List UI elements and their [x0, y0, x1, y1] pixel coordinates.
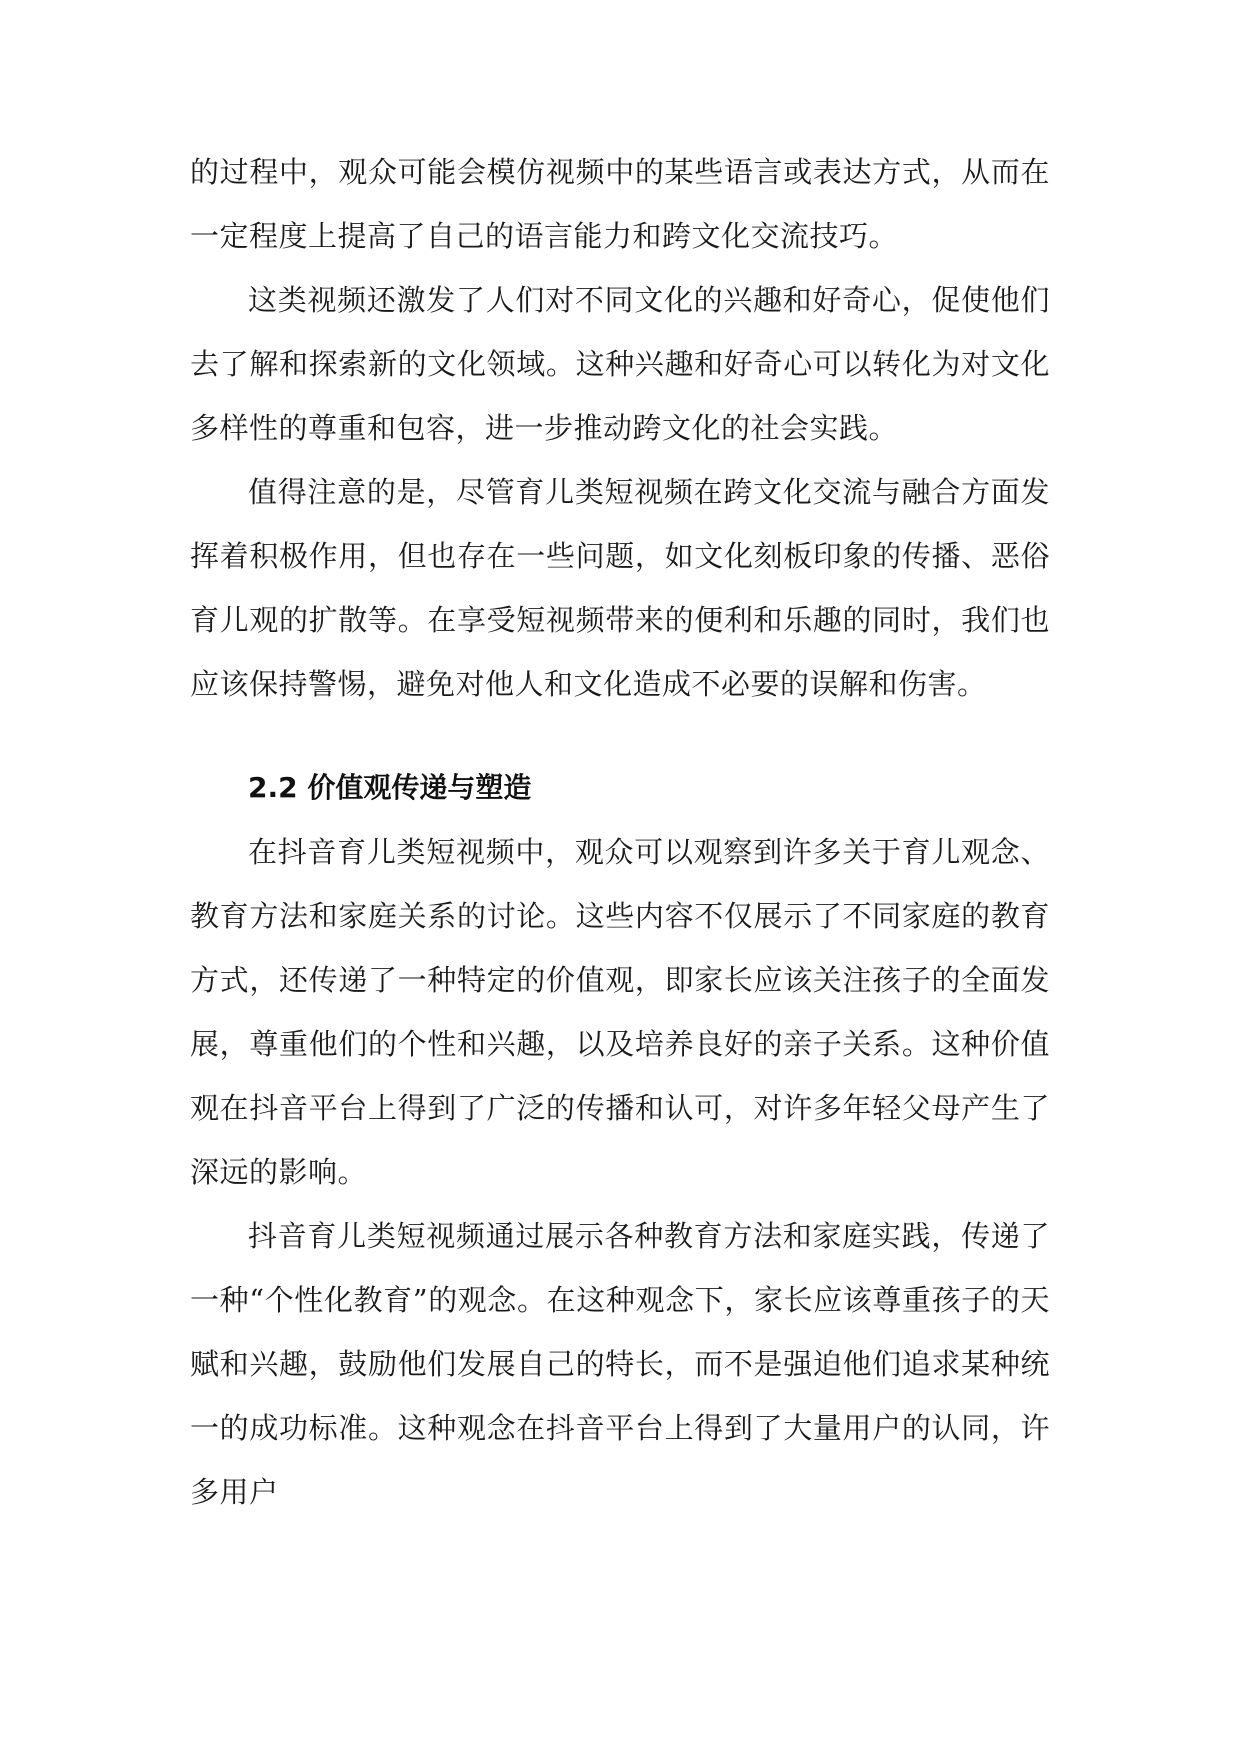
paragraph-caution: 值得注意的是，尽管育儿类短视频在跨文化交流与融合方面发挥着积极作用，但也存在一些问题，如文化刻板印象的传播、恶俗育儿观的扩散等。在享受短视频带来的便利和乐趣的同时，我们也应该保持警惕，避免对他人和文化造成不必要的误解和伤害。 [190, 475, 1050, 701]
document-body [190, 140, 1050, 1524]
section-heading: 2.2 价值观传递与塑造 [248, 771, 532, 804]
paragraph-values: 在抖音育儿类短视频中，观众可以观察到许多关于育儿观念、教育方法和家庭关系的讨论。这些内容不仅展示了不同家庭的教育方式，还传递了一种特定的价值观，即家长应该关注孩子的全面发展，尊重他们的个性和兴趣，以及培养良好的亲子关系。这种价值观在抖音平台上得到了广泛的传播和认可，对许多年轻父母产生了深远的影响。 [190, 835, 1050, 1189]
paragraph-continuation: 的过程中，观众可能会模仿视频中的某些语言或表达方式，从而在一定程度上提高了自己的语言能力和跨文化交流技巧。 [190, 155, 1050, 253]
paragraph-cultural-interest: 这类视频还激发了人们对不同文化的兴趣和好奇心，促使他们去了解和探索新的文化领域。这种兴趣和好奇心可以转化为对文化多样性的尊重和包容，进一步推动跨文化的社会实践。 [190, 283, 1050, 445]
paragraph-personalized-education: 抖音育儿类短视频通过展示各种教育方法和家庭实践，传递了一种“个性化教育”的观念。在这种观念下，家长应该尊重孩子的天赋和兴趣，鼓励他们发展自己的特长，而不是强迫他们追求某种统一的成功标准。这种观念在抖音平台上得到了大量用户的认同，许多用户 [190, 1219, 1050, 1509]
